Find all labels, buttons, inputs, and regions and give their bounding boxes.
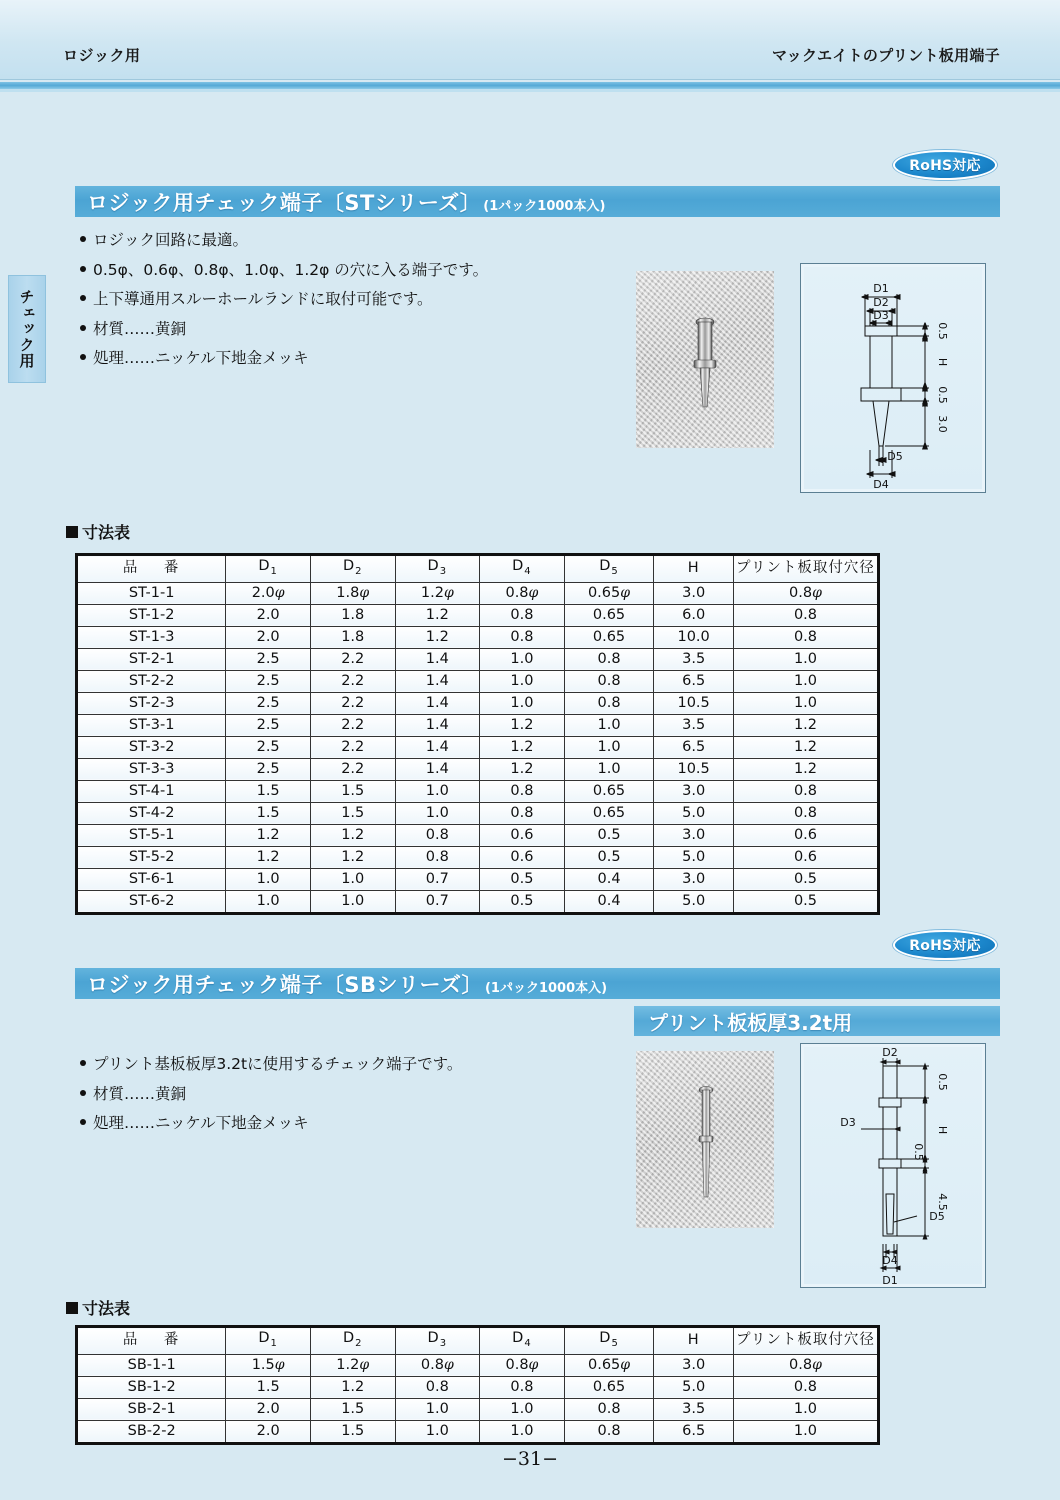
cell-value: 0.6 (733, 846, 878, 868)
cell-part-number: ST-3-2 (77, 736, 226, 758)
square-bullet-icon (66, 526, 78, 538)
cell-value: 1.0 (733, 670, 878, 692)
drawing-label-d4: D4 (882, 1254, 898, 1267)
cell-value: 6.5 (654, 670, 734, 692)
drawing-label-d5: D5 (929, 1210, 945, 1223)
section-banner-st (75, 186, 1000, 217)
cell-value: 1.0 (480, 692, 565, 714)
cell-value: 0.7 (395, 890, 480, 913)
cell-value: 2.2 (310, 758, 395, 780)
cell-value: 0.8 (395, 1376, 480, 1398)
bullet-dot-icon (80, 1119, 86, 1125)
drawing-label-d3: D3 (840, 1116, 856, 1129)
cell-value: 0.8 (564, 692, 654, 714)
column-header-d4: $D_4$ (480, 555, 565, 583)
cell-value: 3.5 (654, 648, 734, 670)
cell-value: 2.5 (226, 648, 311, 670)
drawing-label-top-05: 0.5 (936, 322, 949, 340)
cell-part-number: SB-2-2 (77, 1420, 226, 1443)
cell-value: 1.2 (733, 758, 878, 780)
terminal-pin-image-st (681, 313, 729, 413)
feature-list-sb (80, 1057, 462, 1146)
dimension-table-sb (75, 1325, 880, 1445)
cell-value: 2.0 (226, 604, 311, 626)
cell-value: 0.8 (564, 670, 654, 692)
cell-value: 1.2 (395, 604, 480, 626)
cell-value: 1.2 (733, 714, 878, 736)
feature-list-st (80, 233, 488, 381)
bullet-dot-icon (80, 1090, 86, 1096)
feature-text: 処理……ニッケル下地金メッキ (93, 349, 309, 367)
cell-value: 2.2 (310, 692, 395, 714)
cell-value: 5.0 (654, 846, 734, 868)
cell-value: 6.0 (654, 604, 734, 626)
list-item (80, 319, 488, 338)
cell-value: 1.8 (310, 604, 395, 626)
table-body-st (77, 582, 879, 913)
bullet-dot-icon (80, 236, 86, 242)
cell-value: 1.5 (310, 780, 395, 802)
cell-value: 0.65 (564, 802, 654, 824)
cell-value: 2.0 (226, 1398, 311, 1420)
cell-value: 1.0 (733, 648, 878, 670)
cell-value: 2.5 (226, 692, 311, 714)
cell-value: 10.5 (654, 758, 734, 780)
drawing-label-30: 3.0 (936, 415, 949, 433)
list-item (80, 1057, 462, 1073)
table-header-row (77, 555, 879, 583)
sub-banner-label: プリント板板厚3.2t用 (648, 1010, 853, 1035)
cell-value: 3.5 (654, 714, 734, 736)
cell-value: 1.0 (480, 670, 565, 692)
list-item (80, 351, 488, 367)
cell-part-number: ST-6-1 (77, 868, 226, 890)
header-divider-bar (0, 82, 1060, 89)
cell-value: 1.2 (480, 758, 565, 780)
cell-value: 1.0 (564, 714, 654, 736)
cell-value: 0.7 (395, 868, 480, 890)
page-number: −31− (501, 1448, 559, 1470)
cell-value: 0.8 (395, 846, 480, 868)
cell-value: 1.0 (564, 736, 654, 758)
drawing-label-h: H (936, 357, 949, 367)
cell-value: 10.5 (654, 692, 734, 714)
cell-value: 1.2 (733, 736, 878, 758)
cell-value: 0.65 (564, 604, 654, 626)
cell-value: 0.8 (480, 1376, 565, 1398)
section-banner-title-st: ロジック用チェック端子〔STシリーズ〕 (87, 190, 482, 215)
dimension-drawing-sb (800, 1043, 986, 1288)
cell-value: 3.0 (654, 868, 734, 890)
bullet-dot-icon (80, 354, 86, 360)
cell-part-number: ST-1-3 (77, 626, 226, 648)
dimension-drawing-st (800, 263, 986, 493)
rohs-badge-st (893, 150, 997, 180)
cell-value: 1.2 (226, 846, 311, 868)
cell-value: 0.4 (564, 890, 654, 913)
column-header-part-number: 品 番 (77, 555, 226, 583)
cell-value: 1.2 (395, 626, 480, 648)
column-header-d4: $D_4$ (480, 1327, 565, 1355)
column-header-d5: $D_5$ (564, 555, 654, 583)
bullet-dot-icon (80, 1060, 86, 1066)
table-row (77, 692, 879, 714)
cell-value: 1.5 (310, 1420, 395, 1443)
column-header-d3: $D_3$ (395, 555, 480, 583)
dimension-drawing-svg-st (801, 264, 985, 492)
cell-value: 1.2 (310, 824, 395, 846)
drawing-label-d1: D1 (873, 282, 889, 295)
list-item (80, 233, 488, 249)
table-row (77, 1354, 879, 1376)
column-header-h: H (654, 1327, 734, 1355)
feature-text: プリント基板板厚3.2tに使用するチェック端子です。 (93, 1055, 463, 1073)
cell-value: 0.65 (564, 626, 654, 648)
cell-value: 2.5 (226, 670, 311, 692)
table-body-sb (77, 1354, 879, 1443)
cell-value: 1.4 (395, 692, 480, 714)
table-row (77, 1420, 879, 1443)
section-banner-sb (75, 968, 1000, 999)
cell-value: 1.0 (733, 692, 878, 714)
cell-value: 0.5 (564, 846, 654, 868)
cell-part-number: ST-2-1 (77, 648, 226, 670)
dimension-table-st (75, 553, 880, 915)
feature-text: 処理……ニッケル下地金メッキ (93, 1114, 309, 1132)
cell-part-number: ST-2-2 (77, 670, 226, 692)
list-item (80, 1084, 462, 1103)
cell-value: 1.4 (395, 714, 480, 736)
table-row (77, 604, 879, 626)
cell-value: 1.0 (733, 1420, 878, 1443)
cell-part-number: SB-2-1 (77, 1398, 226, 1420)
cell-value: 1.5 (226, 802, 311, 824)
rohs-badge-label: RoHS対応 (909, 158, 981, 174)
cell-value: 1.0 (395, 1420, 480, 1443)
feature-text: 0.5φ、0.6φ、0.8φ、1.0φ、1.2φ の穴に入る端子です。 (93, 260, 489, 279)
cell-value: 0.8φ (480, 1354, 565, 1376)
table-title-st (66, 520, 130, 543)
table-row (77, 1376, 879, 1398)
cell-value: 2.2 (310, 648, 395, 670)
table-header-row (77, 1327, 879, 1355)
cell-value: 1.0 (733, 1398, 878, 1420)
cell-value: 1.5φ (226, 1354, 311, 1376)
cell-value: 1.0 (395, 1398, 480, 1420)
list-item (80, 260, 489, 279)
cell-value: 1.2 (226, 824, 311, 846)
cell-value: 0.8 (480, 604, 565, 626)
cell-value: 0.8 (564, 1420, 654, 1443)
cell-value: 3.0 (654, 1354, 734, 1376)
table-row (77, 802, 879, 824)
cell-value: 0.8 (733, 626, 878, 648)
cell-value: 0.5 (480, 868, 565, 890)
cell-value: 0.5 (733, 890, 878, 913)
cell-value: 1.2φ (395, 582, 480, 604)
column-header-part-number: 品 番 (77, 1327, 226, 1355)
cell-part-number: ST-4-2 (77, 802, 226, 824)
cell-value: 0.8 (733, 780, 878, 802)
column-header-d1: $D_1$ (226, 555, 311, 583)
cell-value: 0.4 (564, 868, 654, 890)
cell-value: 2.0φ (226, 582, 311, 604)
cell-value: 1.5 (226, 780, 311, 802)
section-banner-title-sb: ロジック用チェック端子〔SBシリーズ〕 (87, 972, 483, 997)
cell-value: 1.5 (310, 1398, 395, 1420)
header-right-title: マックエイトのプリント板用端子 (771, 46, 1000, 65)
sub-banner-board-thickness (634, 1006, 1000, 1036)
cell-value: 10.0 (654, 626, 734, 648)
cell-part-number: ST-2-3 (77, 692, 226, 714)
table-row (77, 758, 879, 780)
cell-part-number: ST-5-2 (77, 846, 226, 868)
cell-value: 0.65φ (564, 582, 654, 604)
drawing-label-mid-05: 0.5 (912, 1143, 925, 1161)
header-divider-bar-light (0, 89, 1060, 92)
terminal-pin-image-sb (684, 1083, 728, 1203)
cell-value: 3.5 (654, 1398, 734, 1420)
cell-value: 1.0 (395, 802, 480, 824)
cell-value: 0.65 (564, 1376, 654, 1398)
table-row (77, 626, 879, 648)
cell-value: 0.8φ (733, 1354, 878, 1376)
table-title-text: 寸法表 (82, 523, 131, 542)
cell-value: 0.65φ (564, 1354, 654, 1376)
table-row (77, 582, 879, 604)
cell-value: 1.4 (395, 736, 480, 758)
cell-value: 0.5 (480, 890, 565, 913)
table-title-sb (66, 1296, 130, 1319)
section-banner-subtitle-st: (1パック1000本入) (483, 199, 606, 214)
rohs-badge-sb (893, 930, 997, 960)
product-photo-sb (636, 1051, 774, 1228)
cell-value: 0.8φ (395, 1354, 480, 1376)
cell-value: 5.0 (654, 890, 734, 913)
cell-part-number: ST-1-2 (77, 604, 226, 626)
cell-part-number: SB-1-1 (77, 1354, 226, 1376)
cell-value: 1.5 (310, 802, 395, 824)
table-row (77, 1398, 879, 1420)
column-header-hole-diameter: プリント板取付穴径 (733, 555, 878, 583)
cell-value: 1.4 (395, 648, 480, 670)
cell-value: 1.0 (310, 868, 395, 890)
cell-value: 0.8 (733, 802, 878, 824)
cell-part-number: SB-1-2 (77, 1376, 226, 1398)
column-header-hole-diameter: プリント板取付穴径 (733, 1327, 878, 1355)
rohs-badge-label: RoHS対応 (909, 938, 981, 954)
cell-value: 1.4 (395, 758, 480, 780)
cell-value: 0.5 (733, 868, 878, 890)
drawing-label-d5: D5 (887, 450, 903, 463)
feature-text: 上下導通用スルーホールランドに取付可能です。 (93, 290, 433, 308)
cell-value: 1.0 (226, 890, 311, 913)
cell-value: 1.4 (395, 670, 480, 692)
table-row (77, 648, 879, 670)
drawing-label-mid-05: 0.5 (936, 386, 949, 404)
cell-value: 0.5 (564, 824, 654, 846)
cell-value: 0.8 (480, 780, 565, 802)
table-row (77, 780, 879, 802)
bullet-dot-icon (80, 295, 86, 301)
square-bullet-icon (66, 1302, 78, 1314)
cell-value: 1.0 (310, 890, 395, 913)
cell-value: 2.0 (226, 626, 311, 648)
cell-value: 1.2 (310, 846, 395, 868)
cell-value: 2.5 (226, 758, 311, 780)
cell-value: 1.0 (480, 1420, 565, 1443)
cell-part-number: ST-1-1 (77, 582, 226, 604)
list-item (80, 1116, 462, 1132)
cell-value: 1.2 (480, 714, 565, 736)
cell-value: 0.65 (564, 780, 654, 802)
section-banner-subtitle-sb: (1パック1000本入) (484, 981, 608, 996)
cell-value: 0.8 (733, 604, 878, 626)
drawing-label-d3: D3 (873, 309, 889, 322)
drawing-label-d1: D1 (882, 1274, 898, 1287)
cell-value: 5.0 (654, 802, 734, 824)
cell-value: 1.2 (480, 736, 565, 758)
drawing-label-h: H (936, 1125, 949, 1135)
cell-part-number: ST-4-1 (77, 780, 226, 802)
bullet-dot-icon (80, 325, 86, 331)
table-row (77, 846, 879, 868)
cell-value: 0.8 (564, 1398, 654, 1420)
page-header (0, 0, 1060, 80)
drawing-label-d4: D4 (873, 478, 889, 491)
list-item (80, 292, 488, 308)
cell-value: 2.0 (226, 1420, 311, 1443)
cell-value: 0.8φ (733, 582, 878, 604)
bullet-dot-icon (80, 266, 86, 272)
cell-value: 1.8 (310, 626, 395, 648)
cell-value: 5.0 (654, 1376, 734, 1398)
column-header-d5: $D_5$ (564, 1327, 654, 1355)
cell-value: 0.8φ (480, 582, 565, 604)
cell-value: 1.5 (226, 1376, 311, 1398)
drawing-label-45: 4.5 (936, 1193, 949, 1211)
cell-value: 1.2φ (310, 1354, 395, 1376)
cell-part-number: ST-6-2 (77, 890, 226, 913)
column-header-d2: $D_2$ (310, 555, 395, 583)
side-tab-check[interactable] (8, 275, 46, 383)
drawing-label-top-05: 0.5 (936, 1073, 949, 1091)
cell-value: 2.5 (226, 736, 311, 758)
table-title-text: 寸法表 (82, 1299, 131, 1318)
cell-value: 0.6 (733, 824, 878, 846)
column-header-d2: $D_2$ (310, 1327, 395, 1355)
table-row (77, 736, 879, 758)
cell-value: 0.6 (480, 846, 565, 868)
cell-value: 0.8 (395, 824, 480, 846)
cell-value: 2.2 (310, 670, 395, 692)
column-header-d3: $D_3$ (395, 1327, 480, 1355)
feature-text: 材質……黄銅 (93, 319, 187, 338)
feature-text: 材質……黄銅 (93, 1084, 187, 1103)
cell-value: 6.5 (654, 736, 734, 758)
cell-part-number: ST-3-1 (77, 714, 226, 736)
drawing-label-d2: D2 (873, 296, 889, 309)
cell-value: 0.8 (480, 626, 565, 648)
cell-value: 1.0 (480, 1398, 565, 1420)
cell-value: 2.2 (310, 736, 395, 758)
header-left-title: ロジック用 (63, 46, 141, 65)
cell-value: 3.0 (654, 824, 734, 846)
cell-value: 1.2 (310, 1376, 395, 1398)
dimension-drawing-svg-sb (801, 1044, 985, 1287)
product-photo-st (636, 271, 774, 448)
cell-value: 1.0 (395, 780, 480, 802)
table-row (77, 714, 879, 736)
cell-value: 3.0 (654, 780, 734, 802)
cell-value: 1.0 (226, 868, 311, 890)
cell-value: 0.8 (564, 648, 654, 670)
table-row (77, 890, 879, 913)
cell-value: 0.8 (733, 1376, 878, 1398)
cell-part-number: ST-5-1 (77, 824, 226, 846)
cell-part-number: ST-3-3 (77, 758, 226, 780)
cell-value: 6.5 (654, 1420, 734, 1443)
cell-value: 3.0 (654, 582, 734, 604)
drawing-label-d2: D2 (882, 1046, 898, 1059)
table-row (77, 670, 879, 692)
cell-value: 1.8φ (310, 582, 395, 604)
cell-value: 0.8 (480, 802, 565, 824)
column-header-d1: $D_1$ (226, 1327, 311, 1355)
cell-value: 2.5 (226, 714, 311, 736)
cell-value: 0.6 (480, 824, 565, 846)
cell-value: 1.0 (480, 648, 565, 670)
column-header-h: H (654, 555, 734, 583)
cell-value: 1.0 (564, 758, 654, 780)
table-row (77, 868, 879, 890)
feature-text: ロジック回路に最適。 (93, 231, 249, 249)
cell-value: 2.2 (310, 714, 395, 736)
table-row (77, 824, 879, 846)
side-tab-label: チェック用 (17, 289, 36, 369)
